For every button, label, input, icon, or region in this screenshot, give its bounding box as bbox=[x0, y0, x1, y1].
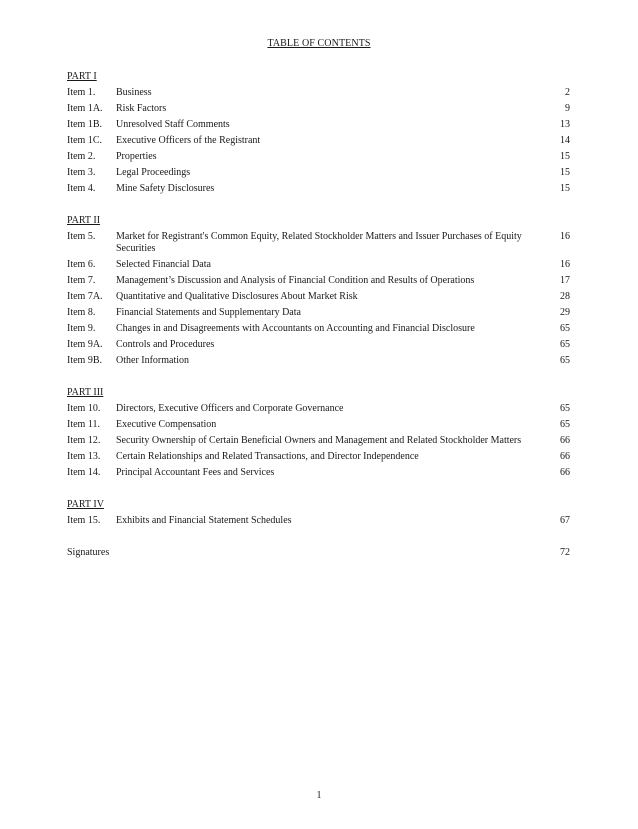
item-title: Properties bbox=[116, 151, 157, 162]
page-number: 1 bbox=[316, 790, 322, 801]
item-page: 28 bbox=[560, 291, 570, 302]
toc-row[interactable] bbox=[67, 231, 570, 255]
item-page: 29 bbox=[560, 307, 570, 318]
toc-row[interactable] bbox=[67, 291, 570, 303]
item-page: 67 bbox=[560, 515, 570, 526]
signatures-row[interactable] bbox=[67, 547, 570, 559]
toc-row[interactable] bbox=[67, 135, 570, 147]
toc-row[interactable] bbox=[67, 403, 570, 415]
item-title: Mine Safety Disclosures bbox=[116, 183, 215, 194]
toc-row[interactable] bbox=[67, 167, 570, 179]
item-title: Legal Proceedings bbox=[116, 167, 191, 178]
toc-row[interactable] bbox=[67, 307, 570, 319]
part-heading[interactable]: PART II bbox=[67, 215, 101, 226]
item-number: Item 14. bbox=[67, 467, 101, 478]
toc-row[interactable] bbox=[67, 419, 570, 431]
item-number: Item 11. bbox=[67, 419, 100, 430]
item-page: 2 bbox=[565, 87, 570, 98]
toc-title: TABLE OF CONTENTS bbox=[267, 38, 371, 49]
item-title: Controls and Procedures bbox=[116, 339, 215, 350]
item-number: Item 13. bbox=[67, 451, 101, 462]
item-page: 65 bbox=[560, 355, 570, 366]
item-number: Item 6. bbox=[67, 259, 96, 270]
item-page: 66 bbox=[560, 451, 570, 462]
part-4-section bbox=[67, 499, 570, 527]
item-number: Item 12. bbox=[67, 435, 101, 446]
toc-row[interactable] bbox=[67, 451, 570, 463]
item-number: Item 7. bbox=[67, 275, 96, 286]
toc-row[interactable] bbox=[67, 103, 570, 115]
item-title: Principal Accountant Fees and Services bbox=[116, 467, 275, 478]
item-title: Exhibits and Financial Statement Schedules bbox=[116, 515, 292, 526]
item-page: 65 bbox=[560, 419, 570, 430]
item-title: Unresolved Staff Comments bbox=[116, 119, 230, 130]
item-number: Item 8. bbox=[67, 307, 96, 318]
item-number: Item 9A. bbox=[67, 339, 103, 350]
item-title: Market for Registrant's Common Equity, Related Stockholder Matters and Issuer Purchases of Equity Securities bbox=[116, 231, 522, 254]
item-page: 13 bbox=[560, 119, 570, 130]
item-title: Other Information bbox=[116, 355, 190, 366]
signatures-page: 72 bbox=[560, 547, 570, 558]
toc-row[interactable] bbox=[67, 467, 570, 479]
toc-row[interactable] bbox=[67, 435, 570, 447]
item-page: 15 bbox=[560, 183, 570, 194]
part-heading[interactable]: PART IV bbox=[67, 499, 104, 510]
item-page: 16 bbox=[560, 259, 570, 270]
toc-row[interactable] bbox=[67, 119, 570, 131]
item-title: Directors, Executive Officers and Corporate Governance bbox=[116, 403, 344, 414]
toc-row[interactable] bbox=[67, 275, 570, 287]
item-number: Item 1. bbox=[67, 87, 96, 98]
part-2-section bbox=[67, 215, 570, 367]
item-page: 66 bbox=[560, 467, 570, 478]
item-title: Certain Relationships and Related Transactions, and Director Independence bbox=[116, 451, 419, 462]
item-page: 65 bbox=[560, 403, 570, 414]
item-page: 17 bbox=[560, 275, 570, 286]
part-1-section bbox=[67, 71, 570, 195]
part-heading[interactable]: PART III bbox=[67, 387, 104, 398]
toc-row[interactable] bbox=[67, 515, 570, 527]
item-title: Management’s Discussion and Analysis of Financial Condition and Results of Operations bbox=[116, 275, 475, 286]
item-page: 15 bbox=[560, 167, 570, 178]
item-page: 9 bbox=[565, 103, 570, 114]
item-page: 66 bbox=[560, 435, 570, 446]
item-number: Item 15. bbox=[67, 515, 101, 526]
item-number: Item 2. bbox=[67, 151, 96, 162]
item-number: Item 1C. bbox=[67, 135, 102, 146]
item-number: Item 1B. bbox=[67, 119, 102, 130]
item-page: 65 bbox=[560, 339, 570, 350]
toc-row[interactable] bbox=[67, 87, 570, 99]
item-title: Executive Officers of the Registrant bbox=[116, 135, 261, 146]
item-title: Financial Statements and Supplementary Data bbox=[116, 307, 301, 318]
item-number: Item 3. bbox=[67, 167, 96, 178]
item-number: Item 1A. bbox=[67, 103, 103, 114]
item-title: Risk Factors bbox=[116, 103, 167, 114]
item-page: 14 bbox=[560, 135, 570, 146]
item-number: Item 4. bbox=[67, 183, 96, 194]
toc-row[interactable] bbox=[67, 355, 570, 367]
item-title: Executive Compensation bbox=[116, 419, 217, 430]
item-page: 16 bbox=[560, 231, 570, 242]
item-title: Changes in and Disagreements with Accountants on Accounting and Financial Disclosure bbox=[116, 323, 475, 334]
item-number: Item 9. bbox=[67, 323, 96, 334]
part-heading[interactable]: PART I bbox=[67, 71, 97, 82]
item-number: Item 5. bbox=[67, 231, 96, 242]
toc-row[interactable] bbox=[67, 151, 570, 163]
item-number: Item 10. bbox=[67, 403, 101, 414]
toc-row[interactable] bbox=[67, 259, 570, 271]
item-title: Quantitative and Qualitative Disclosures About Market Risk bbox=[116, 291, 358, 302]
item-title: Security Ownership of Certain Beneficial Owners and Management and Related Stockholder Matters bbox=[116, 435, 522, 446]
item-number: Item 9B. bbox=[67, 355, 102, 366]
item-number: Item 7A. bbox=[67, 291, 103, 302]
signatures-title: Signatures bbox=[67, 547, 110, 558]
item-title: Selected Financial Data bbox=[116, 259, 211, 270]
table-of-contents bbox=[67, 71, 570, 559]
toc-row[interactable] bbox=[67, 339, 570, 351]
item-title: Business bbox=[116, 87, 152, 98]
toc-row[interactable] bbox=[67, 183, 570, 195]
part-3-section bbox=[67, 387, 570, 479]
item-page: 65 bbox=[560, 323, 570, 334]
item-page: 15 bbox=[560, 151, 570, 162]
toc-row[interactable] bbox=[67, 323, 570, 335]
